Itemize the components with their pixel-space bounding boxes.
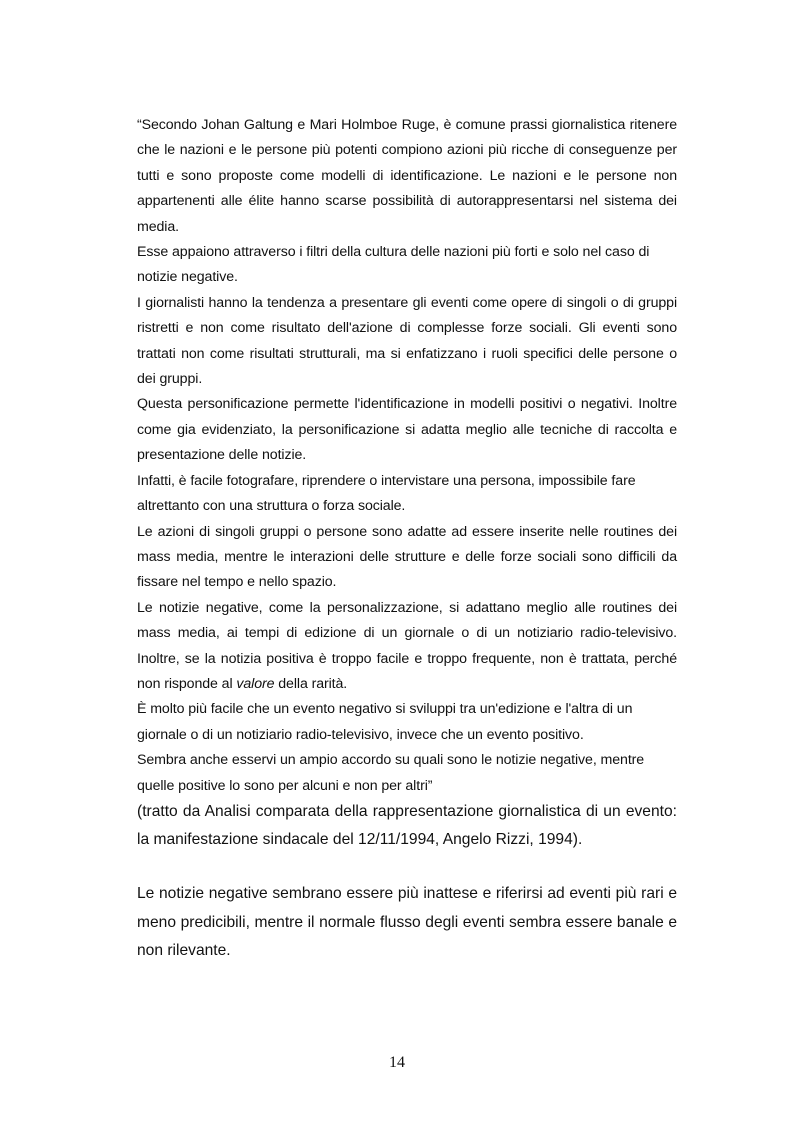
quote-paragraph-7-end: della rarità. bbox=[274, 675, 348, 692]
quote-paragraph-9-line-1: Sembra anche esservi un ampio accordo su quali sono le notizie negative, mentre bbox=[137, 752, 645, 769]
page-number: 14 bbox=[389, 1054, 405, 1071]
body-paragraph: Le notizie negative sembrano essere più inattese e riferirsi ad eventi più rari e meno predicibili, mentre il normale flusso degli eventi sembra essere banale e non rilevante. bbox=[137, 885, 677, 959]
quote-paragraph-7 bbox=[137, 596, 677, 698]
quote-paragraph-9-line-2: quelle positive lo sono per alcuni e non per altri” bbox=[137, 777, 433, 794]
quote-paragraph-7-text: Le notizie negative, come la personalizzazione, si adattano meglio alle routines dei mass media, ai tempi di edizione di un giornale o di un notiziario radio-televisivo. Inoltre, se la notizia positiva è troppo facile e troppo frequente, non è trattata, perché non risponde al bbox=[137, 599, 677, 692]
quote-paragraph-6: Le azioni di singoli gruppi o persone sono adatte ad essere inserite nelle routines dei mass media, mentre le interazioni delle strutture e delle forze sociali sono difficili da fissare nel tempo e nello spazio. bbox=[137, 523, 677, 591]
source-citation: (tratto da Analisi comparata della rappresentazione giornalistica di un evento: la manifestazione sindacale del 12/11/1994, Angelo Rizzi, 1994). bbox=[137, 803, 677, 848]
quote-paragraph-9 bbox=[137, 748, 677, 799]
quote-paragraph-8: È molto più facile che un evento negativo si sviluppi tra un'edizione e l'altra di un giornale o di un notiziario radio-televisivo, invece che un evento positivo. bbox=[137, 701, 633, 743]
quote-paragraph-3: I giornalisti hanno la tendenza a presentare gli eventi come opere di singoli o di gruppi ristretti e non come risultato dell'azione di complesse forze sociali. Gli eventi sono trattati non come risultati strutturali, ma si enfatizzano i ruoli specifici delle persone o dei gruppi. bbox=[137, 294, 677, 388]
quote-paragraph-1: “Secondo Johan Galtung e Mari Holmboe Ruge, è comune prassi giornalistica ritenere che le nazioni e le persone più potenti compiono azioni più ricche di conseguenze per tutti e sono proposte come modelli di identificazione. Le nazioni e le persone non appartenenti alle élite hanno scarse possibilità di autorappresentarsi nel sistema dei media. bbox=[137, 117, 677, 235]
quote-paragraph-4: Questa personificazione permette l'identificazione in modelli positivi o negativi. Inoltre come gia evidenziato, la personificazione si adatta meglio alle tecniche di raccolta e presentazione delle notizie. bbox=[137, 396, 677, 464]
quote-italic-valore: valore bbox=[236, 675, 275, 692]
quote-paragraph-2: Esse appaiono attraverso i filtri della cultura delle nazioni più forti e solo nel caso di notizie negative. bbox=[137, 244, 650, 286]
quote-paragraph-5: Infatti, è facile fotografare, riprendere o intervistare una persona, impossibile fare altrettanto con una struttura o forza sociale. bbox=[137, 472, 636, 515]
quotation-block bbox=[137, 113, 677, 799]
